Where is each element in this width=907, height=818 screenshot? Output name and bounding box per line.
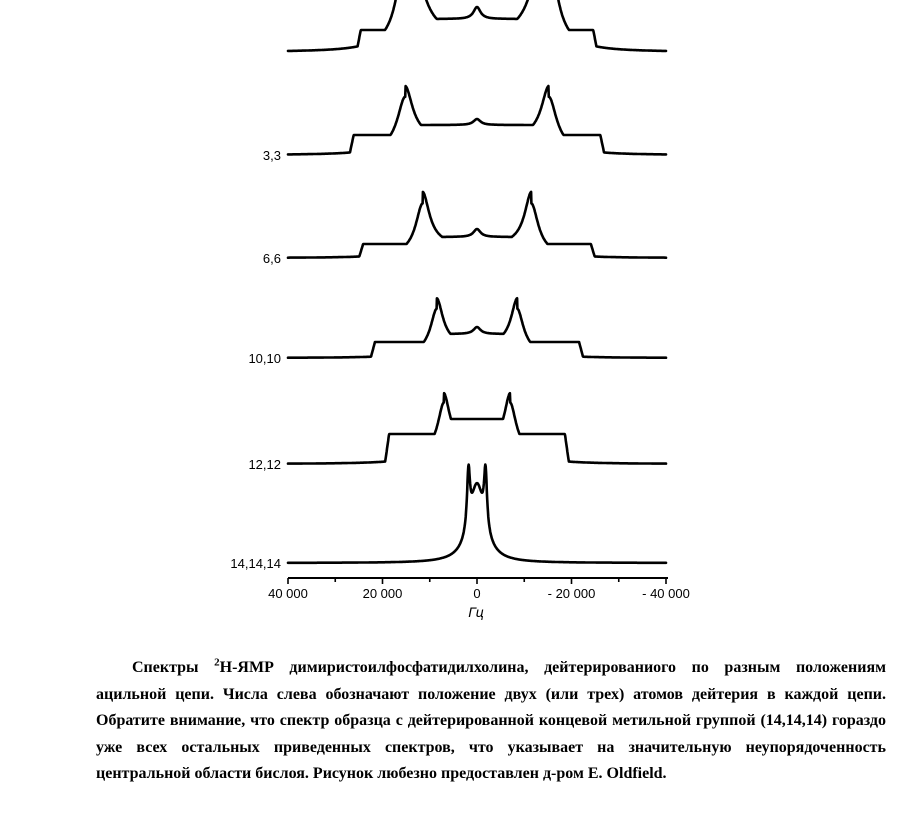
x-tick-label-3: - 20 000 (547, 586, 596, 601)
caption-text: H-ЯМР димиристоилфосфатидилхолина, дейтерированиого по разным положениям ацильной цепи. Числа слева обозначают положение двух (или трех) атомов дейтерия в каждой цепи. Обратите внимание, что спектр образца с дейтерированной концевой метильной группой (14,14,14) гораздо уже всех остальных приведенных спектров, что указывает на значительную неупорядоченность центральной области бислоя. Рисунок любезно предоставлен д-ром E. Oldfield. (96, 659, 887, 782)
series-label-5: 14,14,14 (230, 556, 281, 571)
series-label-3: 10,10 (248, 351, 281, 366)
series-group (288, 0, 666, 563)
caption-lead: Спектры (132, 659, 199, 676)
caption-superscript: 2 (214, 656, 220, 669)
x-axis (268, 578, 690, 601)
x-axis-label: Гц (468, 604, 484, 620)
series-label-4: 12,12 (248, 457, 281, 472)
series-labels (230, 148, 281, 571)
spectrum-line-4 (288, 393, 666, 463)
figure-caption (96, 655, 886, 788)
spectrum-line-1 (288, 86, 666, 154)
x-tick-label-1: 20 000 (362, 586, 403, 601)
series-label-2: 6,6 (262, 251, 281, 266)
spectrum-line-0 (288, 0, 666, 51)
spectrum-line-5 (288, 465, 666, 563)
x-tick-label-0: 40 000 (268, 586, 308, 601)
x-tick-label-4: - 40 000 (642, 586, 690, 601)
spectrum-line-3 (288, 298, 666, 357)
series-label-1: 3,3 (262, 148, 281, 163)
spectrum-line-2 (288, 192, 666, 258)
x-tick-label-2: 0 (473, 586, 481, 601)
